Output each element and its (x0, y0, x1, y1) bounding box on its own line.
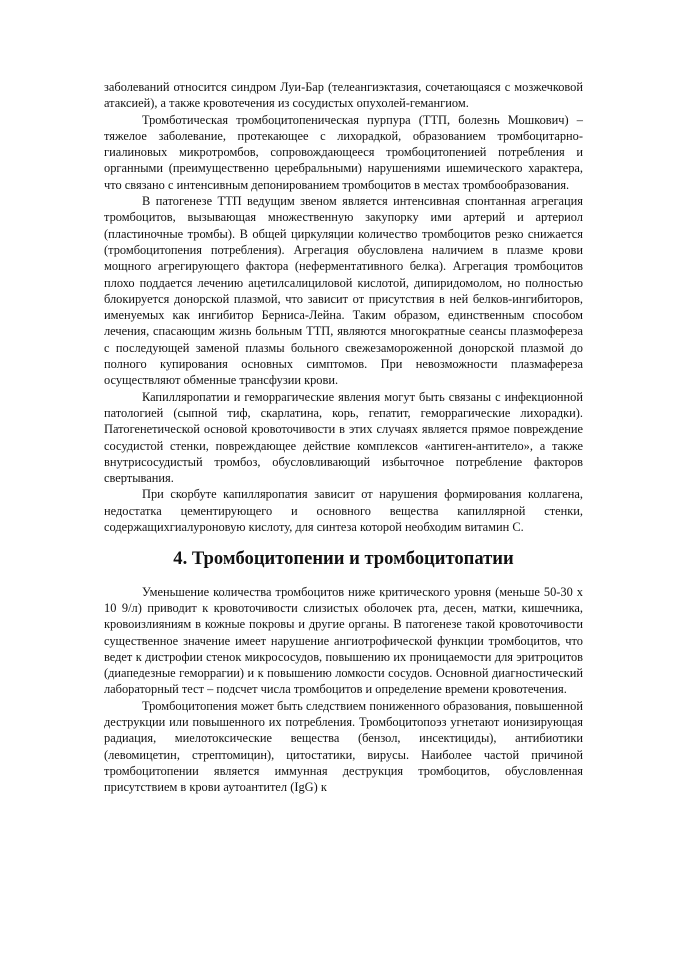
paragraph-thrombocyte-decrease: Уменьшение количества тромбоцитов ниже критического уровня (меньше 50-30 х 10 9/л) приводит к кровоточивости слизистых оболочек рта, десен, матки, кишечника, кровоизлияниям в кожные покровы и другие органы. В патогенезе такой кровоточивости существенное значение имеет нарушение ангиотрофической функции тромбоцитов, что ведет к дистрофии стенок микрососудов, повышению их проницаемости для эритроцитов (диапедезные геморрагии) и к повышению ломкости сосудов. Основной диагностический лабораторный тест – подсчет числа тромбоцитов и определение времени кровотечения. (104, 584, 583, 697)
paragraph-ttp-pathogenesis: В патогенезе ТТП ведущим звеном является интенсивная спонтанная агрегация тромбоцитов, вызывающая множественную закупорку ими артерий и артериол (пластиночные тромбы). В общей циркуляции количество тромбоцитов резко снижается (тромбоцитопения потребления). Агрегация обусловлена наличием в плазме крови мощного агрегирующего фактора (неферментативного белка). Агрегация тромбоцитов плохо поддается лечению ацетилсалициловой кислотой, дипиридомолом, но полностью блокируется донорской плазмой, что зависит от присутствия в ней белков-ингибиторов, именуемых как ингибитор Берниса-Лейна. Таким образом, единственным способом лечения, спасающим жизнь больным ТТП, являются многократные сеансы плазмофереза с последующей заменой плазмы больного свежезамороженной донорской плазмой до полного купирования основных симптомов. При невозможности плазмафереза осуществляют обменные трансфузии крови. (104, 194, 583, 388)
paragraph-scurvy: При скорбуте капилляропатия зависит от нарушения формирования коллагена, недостатка цементирующего и основного вещества капиллярной стенки, содержащихгиалуроновую кислоту, для синтеза которой необходим витамин С. (104, 487, 583, 535)
document-page (104, 79, 583, 795)
section-heading: 4. Тромбоцитопении и тромбоцитопатии (173, 548, 514, 570)
paragraph-louis-bar: заболеваний относится синдром Луи-Бар (телеангиэктазия, сочетающаяся с мозжечковой атаксией), а также кровотечения из сосудистых опухолей-гемангиом. (104, 80, 583, 111)
paragraph-ttp-definition: Тромботическая тромбоцитопеническая пурпура (ТТП, болезнь Мошкович) – тяжелое заболевание, протекающее с лихорадкой, образованием тромбоцитарно-гиалиновых микротромбов, сопровождающееся тромбоцитопенией потребления и органными (преимущественно церебральными) нарушениями ишемического характера, что связано с интенсивным депонированием тромбоцитов в местах тромбообразования. (104, 112, 583, 192)
paragraph-capillaropathy-infection: Капилляропатии и геморрагические явления могут быть связаны с инфекционной патологией (сыпной тиф, скарлатина, корь, гепатит, геморрагические лихорадки). Патогенетической основой кровоточивости в этих случаях является прямое повреждение сосудистой стенки, повреждающее действие комплексов «антиген-антитело», а также внутрисосудистый тромбоз, обусловливающий избыточное потребление факторов свертывания. (104, 389, 583, 486)
paragraph-thrombocytopenia-causes: Тромбоцитопения может быть следствием пониженного образования, повышенной деструкции или повышенного их потребления. Тромбоцитопоэз угнетают ионизирующая радиация, миелотоксические вещества (бензол, инсектициды), антибиотики (левомицетин, стрептомицин), цитостатики, вирусы. Наиболее частой причиной тромбоцитопении является иммунная деструкция тромбоцитов, обусловленная присутствием в крови аутоантител (IgG) к (104, 698, 583, 795)
